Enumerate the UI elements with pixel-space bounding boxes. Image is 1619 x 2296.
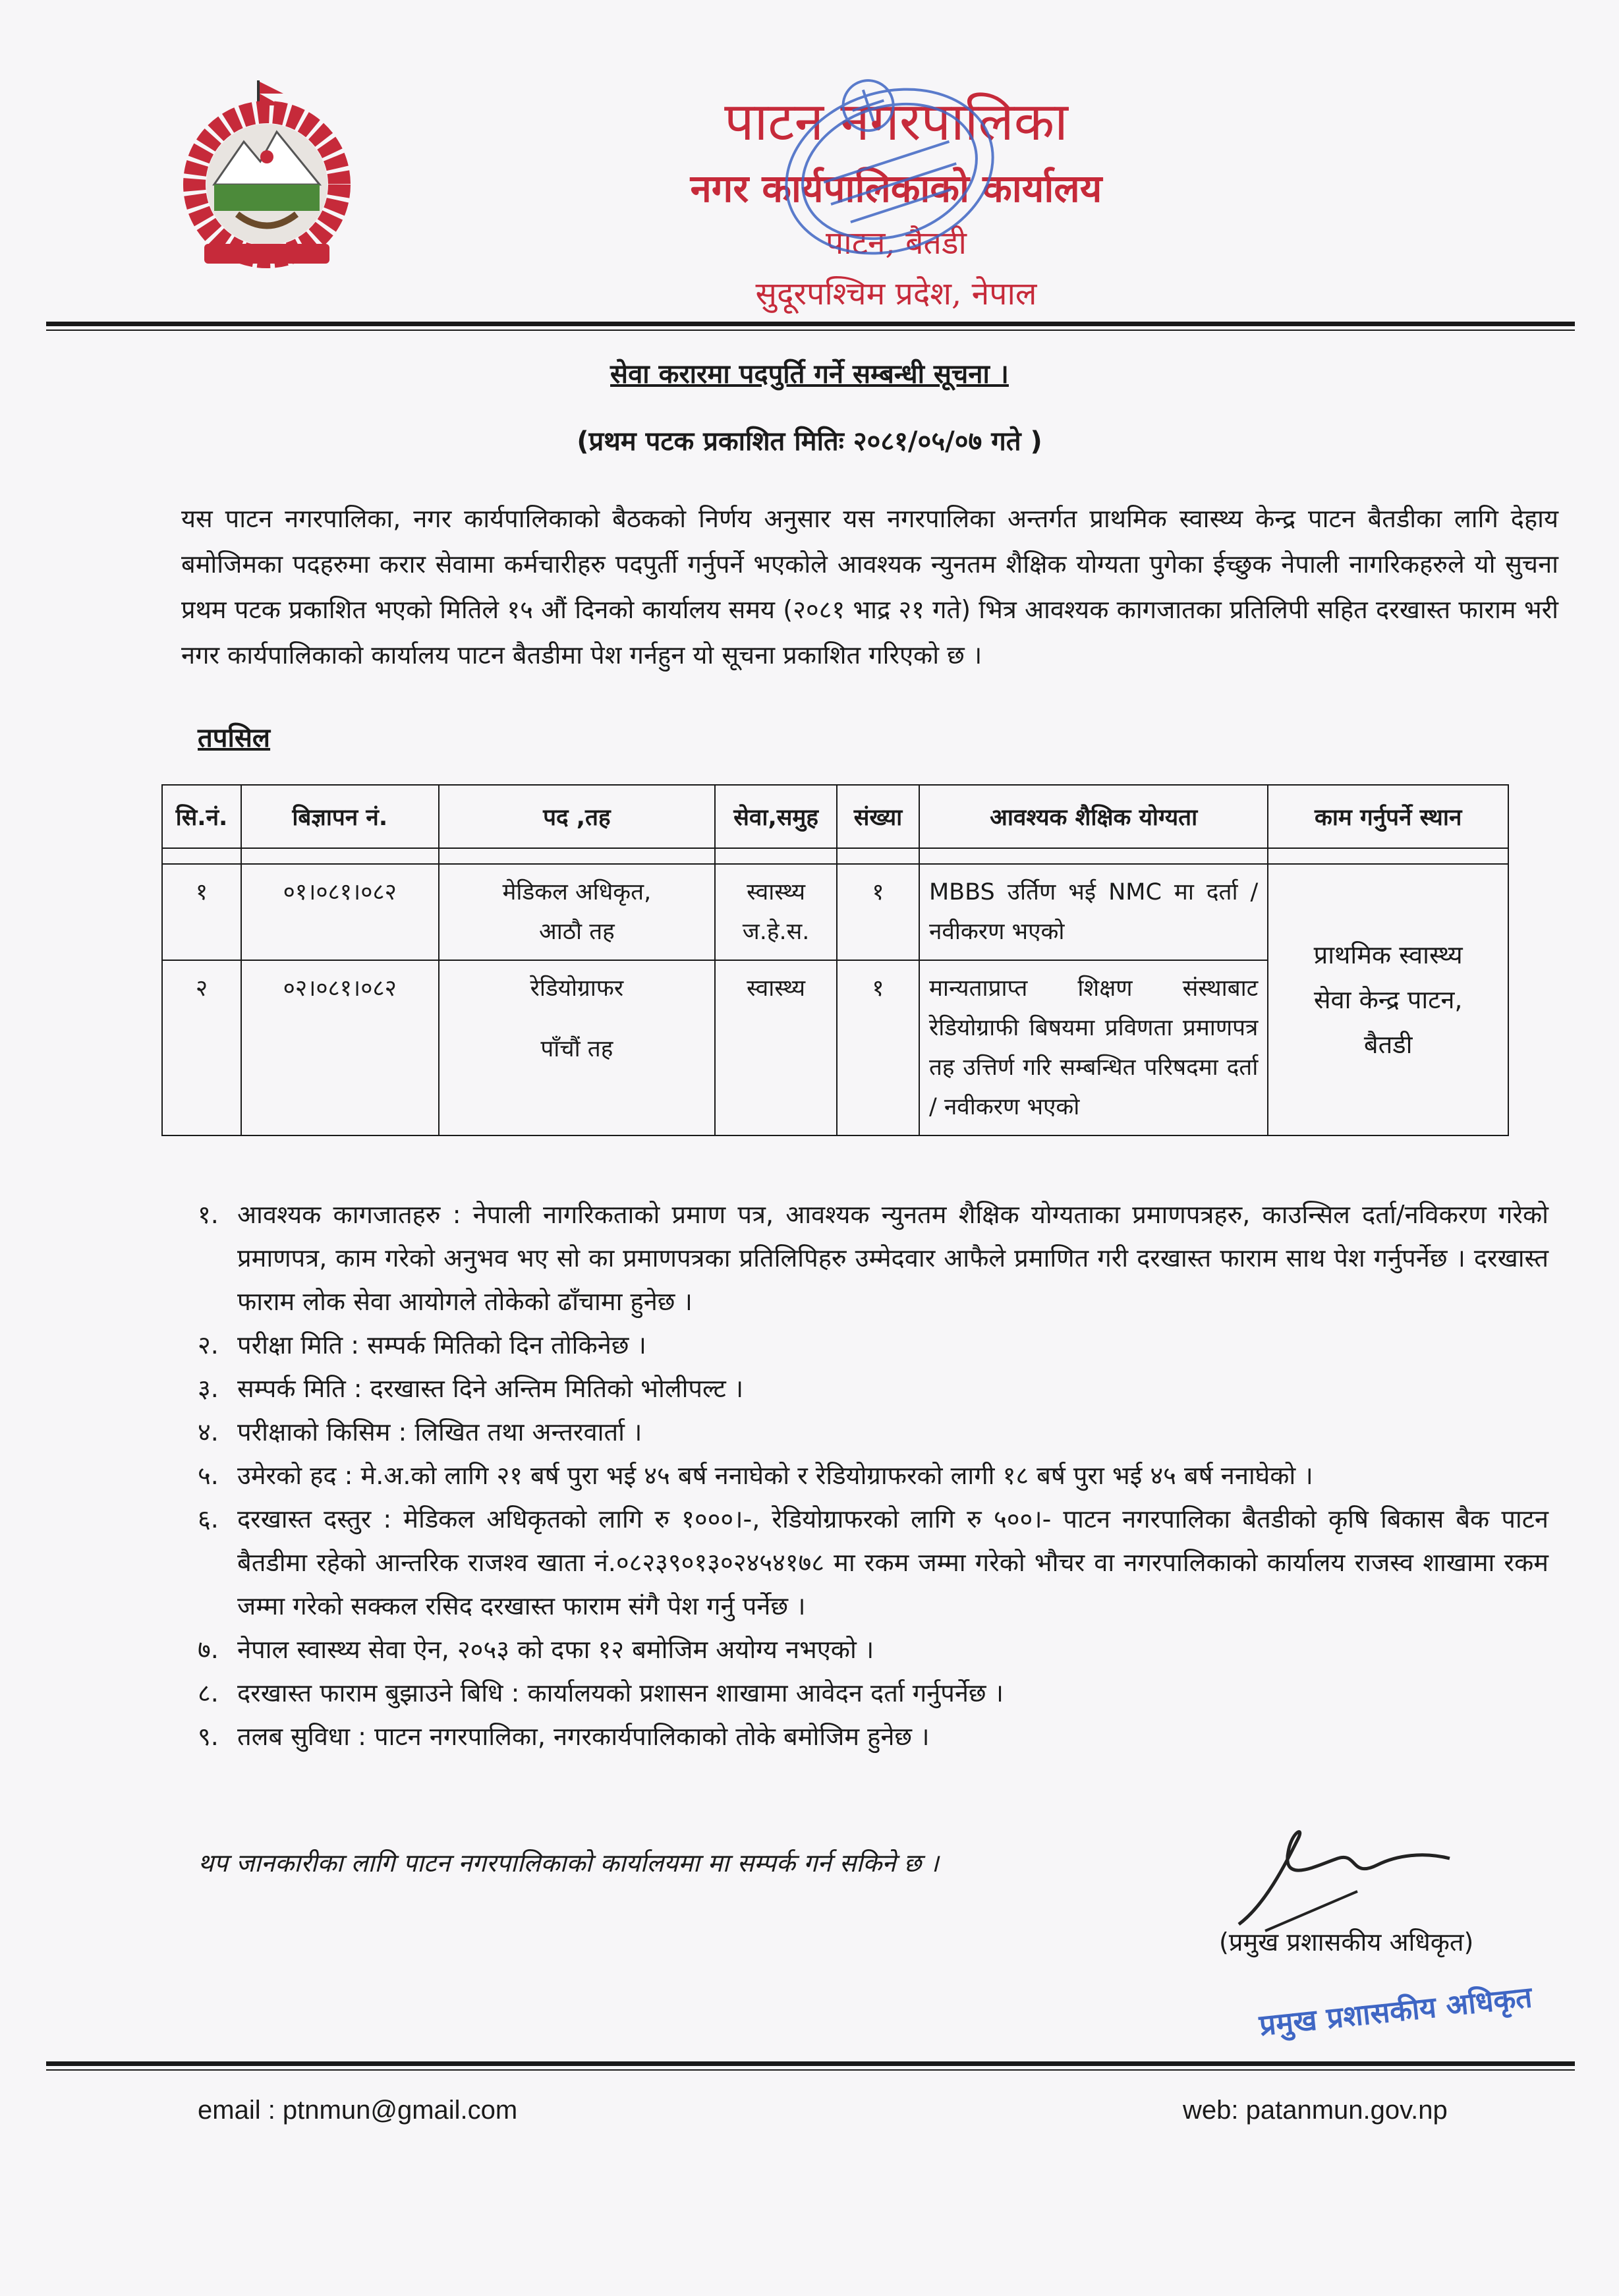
notice-subtitle: (प्रथम पटक प्रकाशित मितिः २०८१/०५/०७ गते ) (577, 426, 1042, 457)
header-divider (46, 322, 1575, 326)
serial-number: २ (162, 960, 241, 1135)
list-text: तलब सुविधा : पाटन नगरपालिका, नगरकार्यपालिकाको तोके बमोजिम हुनेछ । (237, 1722, 930, 1751)
designation-seal: प्रमुख प्रशासकीय अधिकृत (1257, 1980, 1534, 2043)
column-header: काम गर्नुपर्ने स्थान (1268, 785, 1508, 848)
post-count: १ (837, 864, 919, 960)
location-line: बैतडी (1363, 1030, 1413, 1059)
list-item (198, 1193, 1548, 1323)
list-number: २. (198, 1331, 219, 1360)
list-number: ९. (198, 1722, 219, 1751)
required-qualification: मान्यताप्राप्त शिक्षण संस्थाबाट रेडियोग्राफी बिषयमा प्रविणता प्रमाणपत्र तह उत्तिर्ण गरि सम्बन्धित परिषदमा दर्ता / नवीकरण भएको (919, 960, 1268, 1135)
list-text: आवश्यक कागजातहरु : नेपाली नागरिकताको प्रमाण पत्र, आवश्यक न्युनतम शैक्षिक योग्यताका प्रमाणपत्रहरु, काउन्सिल दर्ता/नविकरण गरेको प्रमाणपत्र, काम गरेको अनुभव भए सो का प्रमाणपत्रका प्रतिलिपिहरु उम्मेदवार आफैले प्रमाणित गरी दरखास्त फाराम साथ पेश गर्नुपर्नेछ । दरखास्त फाराम लोक सेवा आयोगले तोकेको ढाँचामा हुनेछ । (237, 1200, 1548, 1316)
list-number: ८. (198, 1679, 219, 1708)
service-subgroup: ज.हे.स. (742, 919, 810, 945)
list-number: १. (198, 1200, 219, 1229)
list-text: परीक्षाको किसिम : लिखित तथा अन्तरवार्ता । (237, 1418, 642, 1447)
post-tier: आठौ तह (538, 919, 615, 945)
list-item (198, 1715, 1548, 1758)
column-header: संख्या (837, 785, 919, 848)
column-header: पद ,तह (439, 785, 716, 848)
work-location (1268, 864, 1508, 1135)
advertisement-number: ०२।०८१।०८२ (241, 960, 439, 1135)
vacancy-table (161, 784, 1509, 1136)
list-number: ७. (198, 1635, 219, 1664)
location-line: सेवा केन्द्र पाटन, (1313, 985, 1463, 1014)
contact-email: email : ptnmun@gmail.com (198, 2096, 518, 2125)
column-header: आवश्यक शैक्षिक योग्यता (919, 785, 1268, 848)
office-location: पाटन, बैतडी (826, 225, 967, 262)
office-stamp-icon (764, 63, 1015, 280)
table-row (162, 864, 1508, 960)
signature-icon (1226, 1825, 1476, 1937)
conditions-list (198, 1193, 1548, 1758)
province-name: सुदूरपश्चिम प्रदेश, नेपाल (755, 275, 1037, 312)
list-number: ६. (198, 1505, 219, 1534)
service-name: स्वास्थ्य (747, 879, 806, 905)
table-spacer-row (162, 848, 1508, 864)
list-item (198, 1323, 1548, 1367)
nepal-emblem-icon (178, 79, 356, 277)
service-group (715, 960, 837, 1135)
footer-divider-thin (46, 2069, 1575, 2071)
notice-title: सेवा करारमा पदपुर्ति गर्ने सम्बन्धी सूचना । (610, 359, 1009, 389)
header-divider-thin (46, 330, 1575, 331)
post-name: मेडिकल अधिकृत, (502, 879, 652, 905)
post-level (439, 960, 716, 1135)
office-name: नगर कार्यपालिकाको कार्यालय (690, 166, 1102, 211)
column-header: बिज्ञापन नं. (241, 785, 439, 848)
serial-number: १ (162, 864, 241, 960)
list-number: ४. (198, 1418, 219, 1447)
list-text: दरखास्त दस्तुर : मेडिकल अधिकृतको लागि रु १०००।-, रेडियोग्राफरको लागि रु ५००।- पाटन नगरपालिका बैतडीको कृषि बिकास बैक पाटन बैतडीमा रहेको आन्तरिक राजश्व खाता नं.०८२३९०१३०२४५४१७८ मा रकम जम्मा गरेको भौचर वा नगरपालिकाको कार्यालय राजस्व शाखामा रकम जम्मा गरेको सक्कल रसिद दरखास्त फाराम संगै पेश गर्नु पर्नेछ । (237, 1505, 1548, 1621)
list-item (198, 1367, 1548, 1410)
signatory-designation: (प्रमुख प्रशासकीय अधिकृत) (1219, 1928, 1474, 1957)
notice-body: यस पाटन नगरपालिका, नगर कार्यपालिकाको बैठकको निर्णय अनुसार यस नगरपालिका अन्तर्गत प्राथमिक स्वास्थ्य केन्द्र पाटन बैतडीका लागि देहाय बमोजिमका पदहरुमा करार सेवामा कर्मचारीहरु पदपुर्ती गर्नुपर्ने भएकोले आवश्यक न्युनतम शैक्षिक योग्यता पुगेका ईच्छुक नेपाली नागरिकहरुले यो सुचना प्रथम पटक प्रकाशित भएको मितिले १५ औं दिनको कार्यालय समय (२०८१ भाद्र २१ गते) भित्र आवश्यक कागजातका प्रतिलिपी सहित दरखास्त फाराम भरी नगर कार्यपालिकाको कार्यालय पाटन बैतडीमा पेश गर्नहुन यो सूचना प्रकाशित गरिएको छ । (181, 504, 1558, 670)
list-text: दरखास्त फाराम बुझाउने बिधि : कार्यालयको प्रशासन शाखामा आवेदन दर्ता गर्नुपर्नेछ । (237, 1679, 1004, 1708)
list-item (198, 1671, 1548, 1715)
list-text: नेपाल स्वास्थ्य सेवा ऐन, २०५३ को दफा १२ बमोजिम अयोग्य नभएको । (237, 1635, 874, 1664)
footer-divider (46, 2061, 1575, 2066)
list-item (198, 1410, 1548, 1454)
municipality-name: पाटन नगरपालिका (724, 91, 1068, 152)
list-text: परीक्षा मिति : सम्पर्क मितिको दिन तोकिनेछ । (237, 1331, 646, 1360)
post-tier: पाँचौं तह (540, 1036, 613, 1062)
advertisement-number: ०१।०८१।०८२ (241, 864, 439, 960)
list-item (198, 1497, 1548, 1628)
post-name: रेडियोग्राफर (530, 975, 624, 1002)
list-number: ३. (198, 1374, 219, 1403)
closing-note: थप जानकारीका लागि पाटन नगरपालिकाको कार्यालयमा मा सम्पर्क गर्न सकिने छ । (198, 1849, 939, 1878)
post-level (439, 864, 716, 960)
list-text: उमेरको हद : मे.अ.को लागि २१ बर्ष पुरा भई ४५ बर्ष ननाघेको र रेडियोग्राफरको लागी १८ बर्ष पुरा भई ४५ बर्ष ननाघेको । (237, 1461, 1313, 1490)
schedule-heading: तपसिल (198, 723, 271, 753)
column-header: सि.नं. (162, 785, 241, 848)
service-group (715, 864, 837, 960)
column-header: सेवा,समुह (715, 785, 837, 848)
service-name: स्वास्थ्य (747, 975, 806, 1002)
list-text: सम्पर्क मिति : दरखास्त दिने अन्तिम मितिको भोलीपल्ट । (237, 1374, 744, 1403)
list-item (198, 1628, 1548, 1671)
list-number: ५. (198, 1461, 219, 1490)
required-qualification: MBBS उर्तिण भई NMC मा दर्ता /नवीकरण भएको (919, 864, 1268, 960)
location-line: प्राथमिक स्वास्थ्य (1313, 940, 1463, 969)
post-count: १ (837, 960, 919, 1135)
list-item (198, 1454, 1548, 1497)
website-address: web: patanmun.gov.np (1183, 2096, 1448, 2125)
table-header-row (162, 785, 1508, 848)
